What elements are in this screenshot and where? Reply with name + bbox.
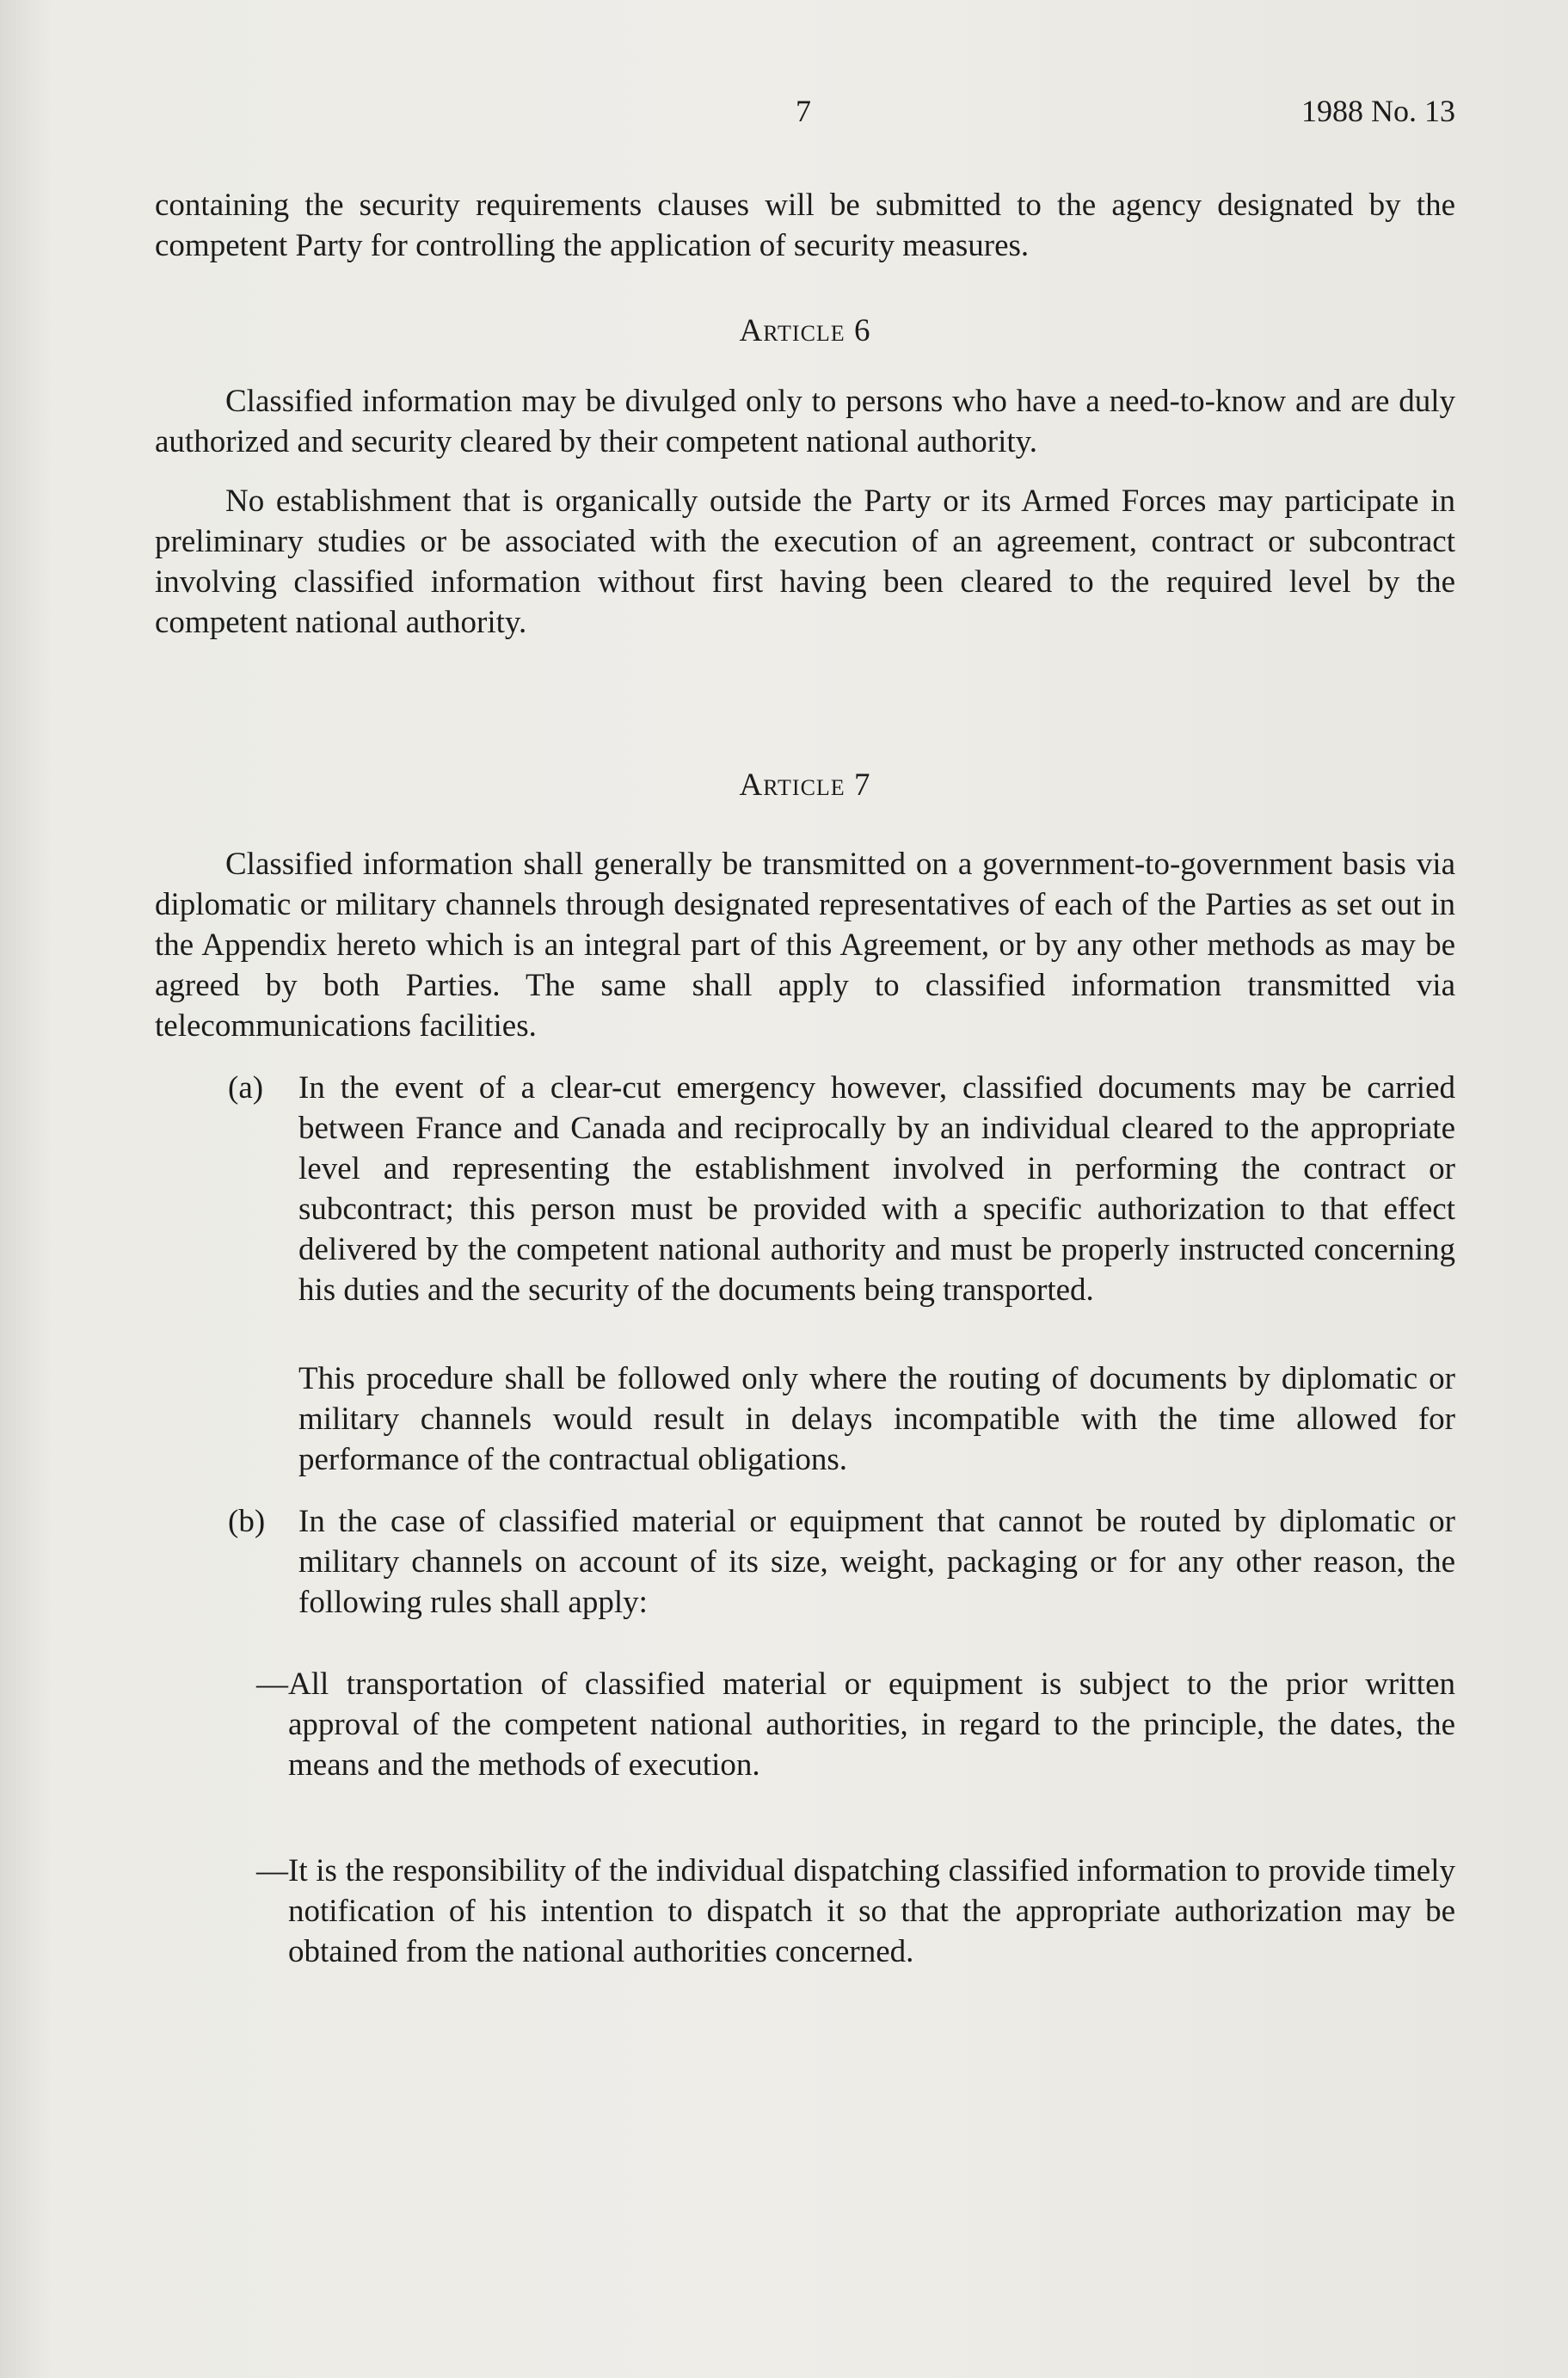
article-6-paragraph-2: No establishment that is organically outside the Party or its Armed Forces may participate in preliminary studies or be associated with the execution of an agreement, contract or subcontract involving classified information without first having been cleared to the required level by the competent national authority. [155, 484, 1455, 640]
list-item-a-note: This procedure shall be followed only where the routing of documents by diplomatic or military channels would result in delays incompatible with the time allowed for performance of the contractual obligations. [298, 1361, 1455, 1477]
list-item-a [155, 1068, 1455, 1310]
list-item-b [155, 1501, 1455, 1623]
rule-2: —It is the responsibility of the individual dispatching classified information to provide timely notification of his intention to dispatch it so that the appropriate authorization may be obtained from the national authorities concerned. [256, 1853, 1455, 1969]
list-item-b-text: In the case of classified material or equipment that cannot be routed by diplomatic or military channels on account of its size, weight, packaging or for any other reason, the following rules shall apply: [298, 1504, 1455, 1620]
intro-paragraph: containing the security requirements clauses will be submitted to the agency designated by the competent Party for controlling the application of security measures. [155, 188, 1455, 263]
list-item-a-label: (a) [228, 1070, 264, 1106]
article-7-heading: Article 7 [739, 767, 871, 803]
article-7-paragraph-1: Classified information shall generally be transmitted on a government-to-government basis via diplomatic or military channels through designated representatives of each of the Parties as set out in the Appendix hereto which is an integral part of this Agreement, or by any other methods as may be agreed by both Parties. The same shall apply to classified information transmitted via telecommunications facilities. [155, 847, 1455, 1044]
document-body [155, 185, 1455, 1972]
list-item-a-text: In the event of a clear-cut emergency however, classified documents may be carried between France and Canada and reciprocally by an individual cleared to the appropriate level and representing the establishment involved in performing the contract or subcontract; this person must be provided with a specific authorization to that effect delivered by the competent national authority and must be properly instructed concerning his duties and the security of the documents being transported. [298, 1070, 1455, 1308]
article-6-paragraph-1: Classified information may be divulged only to persons who have a need-to-know and are duly authorized and security cleared by their competent national authority. [155, 384, 1455, 459]
document-reference: 1988 No. 13 [1301, 94, 1455, 128]
list-item-b-label: (b) [228, 1504, 266, 1539]
page-header [155, 93, 1455, 136]
article-6-heading: Article 6 [739, 313, 871, 348]
rule-1: —All transportation of classified material or equipment is subject to the prior written approval of the competent national authorities, in regard to the principle, the dates, the means and the methods of execution. [256, 1666, 1455, 1783]
page-number: 7 [796, 94, 811, 128]
